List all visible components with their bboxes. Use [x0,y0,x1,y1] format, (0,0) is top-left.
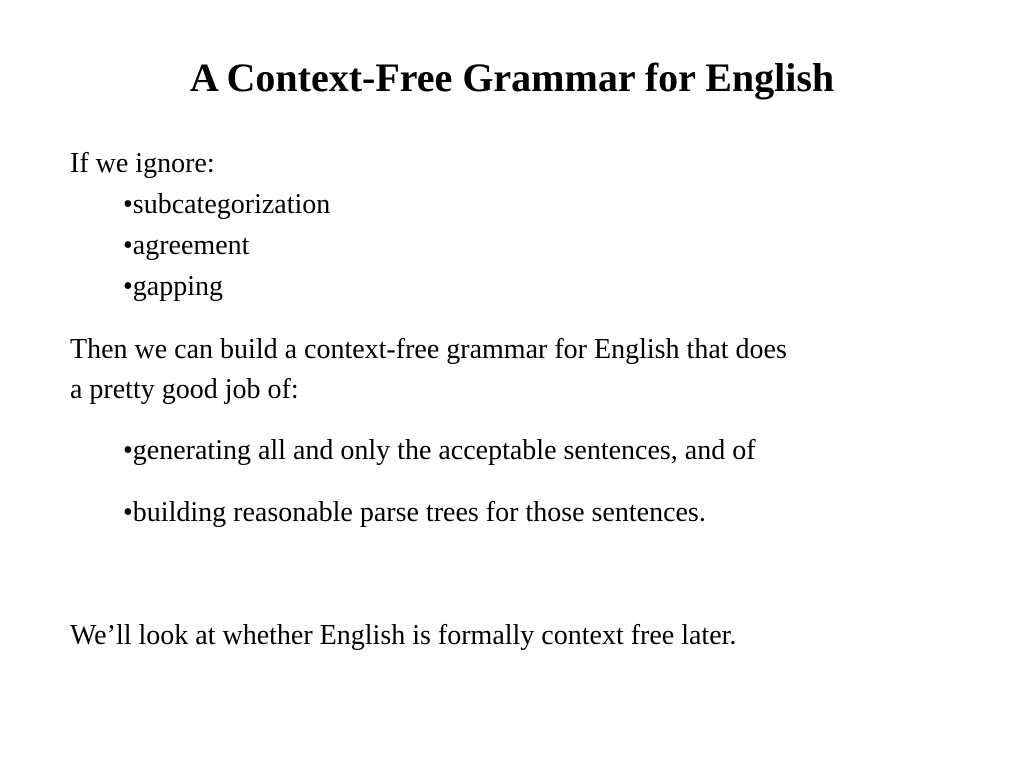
closing-text: We’ll look at whether English is formally context free later. [70,620,737,651]
goal-item-building: •building reasonable parse trees for those sentences. [123,497,706,528]
then-paragraph-line-2: a pretty good job of: [70,374,299,405]
intro-text: If we ignore: [70,148,215,179]
ignore-item-gapping: •gapping [123,271,224,302]
goal-item-generating: •generating all and only the acceptable sentences, and of [123,435,756,466]
ignore-item-agreement: •agreement [123,230,250,261]
slide-title: A Context-Free Grammar for English [189,55,835,100]
ignore-item-subcategorization: •subcategorization [123,189,331,220]
then-paragraph-line-1: Then we can build a context-free grammar for English that does [70,334,787,365]
